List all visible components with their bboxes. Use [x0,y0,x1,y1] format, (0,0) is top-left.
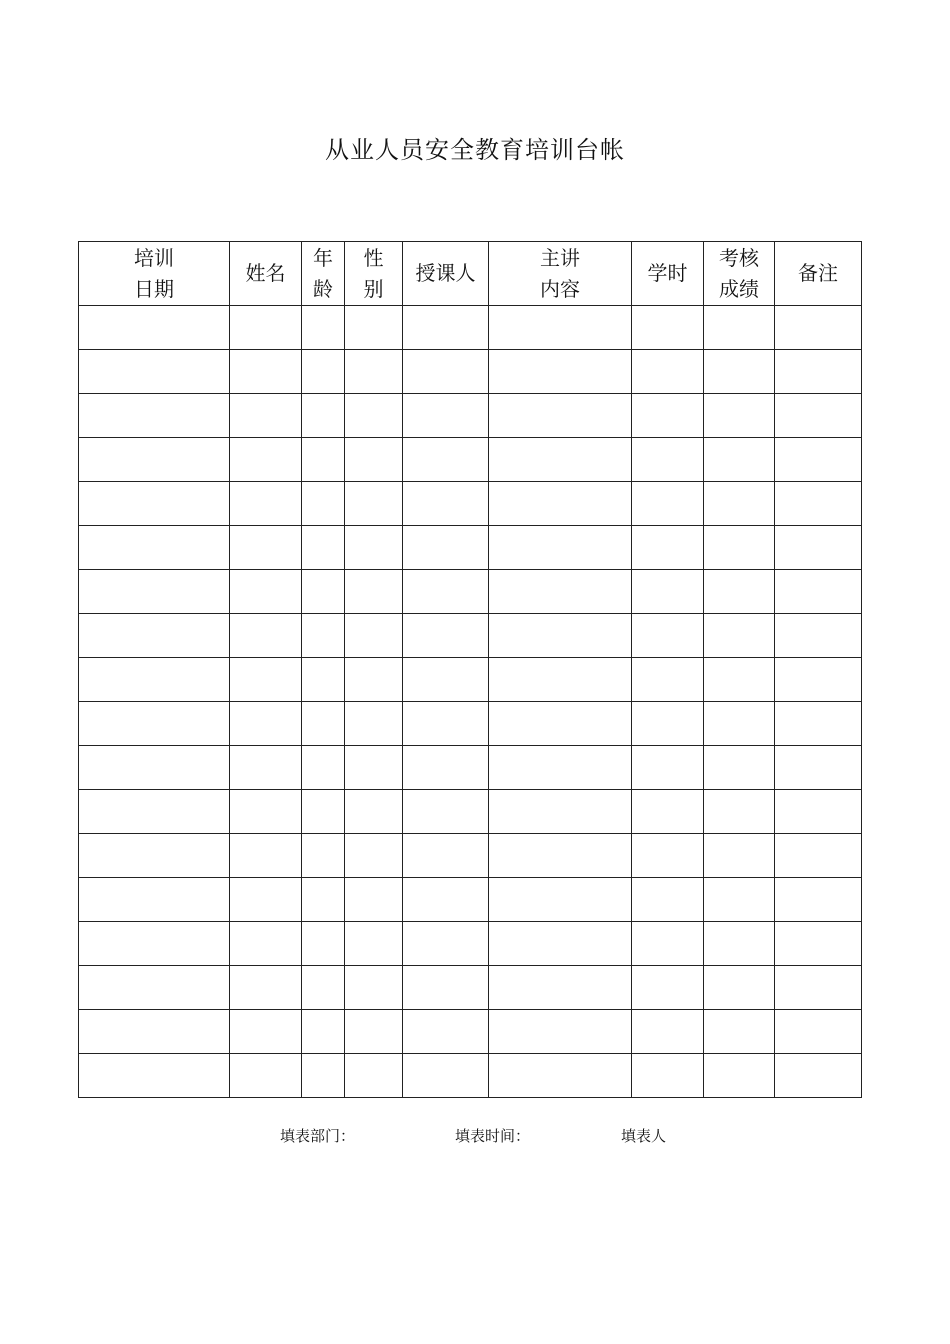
table-cell[interactable] [79,570,230,614]
table-cell[interactable] [489,482,632,526]
table-cell[interactable] [403,526,489,570]
table-cell[interactable] [403,350,489,394]
header-remarks: 备注 [775,242,862,306]
table-cell[interactable] [632,482,704,526]
table-cell[interactable] [79,878,230,922]
table-cell[interactable] [345,702,403,746]
table-cell[interactable] [230,834,302,878]
table-cell[interactable] [403,746,489,790]
table-cell[interactable] [79,966,230,1010]
table-cell[interactable] [302,306,345,350]
table-cell[interactable] [230,746,302,790]
table-cell[interactable] [403,790,489,834]
table-cell[interactable] [345,922,403,966]
table-cell[interactable] [403,702,489,746]
header-age: 年 龄 [302,242,345,306]
fill-department-label: 填表部门： [280,1127,356,1145]
table-cell[interactable] [775,614,862,658]
table-cell[interactable] [230,438,302,482]
table-cell[interactable] [79,790,230,834]
table-cell[interactable] [775,570,862,614]
table-cell[interactable] [403,878,489,922]
table-cell[interactable] [632,1010,704,1054]
fill-person-label: 填表人 [621,1127,667,1145]
table-cell[interactable] [79,834,230,878]
table-cell[interactable] [230,526,302,570]
table-cell[interactable] [345,438,403,482]
header-main-content: 主讲 内容 [489,242,632,306]
table-cell[interactable] [489,746,632,790]
header-hours: 学时 [632,242,704,306]
table-cell[interactable] [632,438,704,482]
table-cell[interactable] [704,658,775,702]
table-cell[interactable] [302,350,345,394]
table-cell[interactable] [302,1010,345,1054]
header-gender: 性 别 [345,242,403,306]
table-cell[interactable] [489,922,632,966]
table-cell[interactable] [230,482,302,526]
table-cell[interactable] [345,878,403,922]
table-cell[interactable] [489,306,632,350]
table-cell[interactable] [632,658,704,702]
table-cell[interactable] [632,746,704,790]
table-cell[interactable] [302,482,345,526]
table-cell[interactable] [230,922,302,966]
table-row [79,966,862,1010]
table-cell[interactable] [230,702,302,746]
table-cell[interactable] [79,658,230,702]
table-row [79,878,862,922]
table-cell[interactable] [704,1054,775,1098]
table-cell[interactable] [489,394,632,438]
table-cell[interactable] [230,1010,302,1054]
table-cell[interactable] [489,1010,632,1054]
table-cell[interactable] [403,966,489,1010]
table-cell[interactable] [775,394,862,438]
table-cell[interactable] [489,834,632,878]
table-cell[interactable] [704,526,775,570]
table-cell[interactable] [230,790,302,834]
table-cell[interactable] [403,614,489,658]
table-cell[interactable] [302,746,345,790]
table-cell[interactable] [632,702,704,746]
table-cell[interactable] [632,350,704,394]
table-cell[interactable] [345,306,403,350]
table-cell[interactable] [775,878,862,922]
table-cell[interactable] [489,614,632,658]
table-row [79,394,862,438]
table-cell[interactable] [704,966,775,1010]
table-header-row [79,242,862,306]
table-row [79,614,862,658]
table-cell[interactable] [704,1010,775,1054]
table-cell[interactable] [79,746,230,790]
table-cell[interactable] [775,306,862,350]
table-row [79,790,862,834]
table-cell[interactable] [345,790,403,834]
table-cell[interactable] [704,614,775,658]
table-cell[interactable] [704,702,775,746]
table-cell[interactable] [632,570,704,614]
table-cell[interactable] [345,614,403,658]
table-cell[interactable] [632,878,704,922]
table-row [79,922,862,966]
table-cell[interactable] [302,658,345,702]
table-cell[interactable] [632,614,704,658]
table-cell[interactable] [403,922,489,966]
table-cell[interactable] [403,438,489,482]
table-cell[interactable] [403,306,489,350]
table-cell[interactable] [345,658,403,702]
table-cell[interactable] [489,1054,632,1098]
table-row [79,658,862,702]
table-row [79,306,862,350]
table-cell[interactable] [403,570,489,614]
table-cell[interactable] [302,438,345,482]
table-cell[interactable] [489,790,632,834]
table-row [79,702,862,746]
table-cell[interactable] [775,526,862,570]
table-cell[interactable] [632,306,704,350]
table-cell[interactable] [403,482,489,526]
table-cell[interactable] [403,834,489,878]
table-cell[interactable] [403,1054,489,1098]
table-cell[interactable] [345,746,403,790]
table-cell[interactable] [302,394,345,438]
table-cell[interactable] [302,922,345,966]
table-cell[interactable] [345,350,403,394]
table-cell[interactable] [79,702,230,746]
table-cell[interactable] [704,834,775,878]
table-cell[interactable] [775,350,862,394]
table-body [79,306,862,1098]
table-cell[interactable] [704,306,775,350]
table-cell[interactable] [632,1054,704,1098]
table-cell[interactable] [489,570,632,614]
table-cell[interactable] [345,570,403,614]
table-cell[interactable] [79,350,230,394]
table-cell[interactable] [704,746,775,790]
table-cell[interactable] [632,966,704,1010]
table-cell[interactable] [775,746,862,790]
table-cell[interactable] [302,614,345,658]
page-title: 从业人员安全教育培训台帐 [325,136,625,164]
table-cell[interactable] [775,922,862,966]
table-row [79,350,862,394]
table-cell[interactable] [775,1010,862,1054]
table-cell[interactable] [704,922,775,966]
table-row [79,1054,862,1098]
table-cell[interactable] [230,966,302,1010]
table-cell[interactable] [230,878,302,922]
table-cell[interactable] [704,394,775,438]
table-cell[interactable] [345,482,403,526]
table-cell[interactable] [302,570,345,614]
header-name: 姓名 [230,242,302,306]
table-cell[interactable] [302,790,345,834]
table-row [79,1010,862,1054]
table-cell[interactable] [345,966,403,1010]
table-cell[interactable] [489,702,632,746]
form-footer [0,1124,950,1148]
table-cell[interactable] [489,350,632,394]
table-cell[interactable] [302,966,345,1010]
table-cell[interactable] [403,658,489,702]
table-cell[interactable] [775,482,862,526]
table-cell[interactable] [775,790,862,834]
table-cell[interactable] [403,394,489,438]
table-cell[interactable] [302,834,345,878]
training-ledger-table [78,241,862,1098]
table-cell[interactable] [345,526,403,570]
table-cell[interactable] [489,966,632,1010]
table-cell[interactable] [230,1054,302,1098]
table-row [79,526,862,570]
fill-time-label: 填表时间： [455,1127,531,1145]
table-cell[interactable] [302,878,345,922]
table-cell[interactable] [345,394,403,438]
table-cell[interactable] [302,526,345,570]
table-cell[interactable] [345,834,403,878]
table-cell[interactable] [79,1054,230,1098]
table-cell[interactable] [632,834,704,878]
table-cell[interactable] [230,306,302,350]
table-cell[interactable] [775,966,862,1010]
table-cell[interactable] [230,394,302,438]
table-cell[interactable] [403,1010,489,1054]
table-cell[interactable] [79,482,230,526]
table-row [79,834,862,878]
table-cell[interactable] [79,1010,230,1054]
header-training-date: 培训 日期 [79,242,230,306]
table-cell[interactable] [632,922,704,966]
table-cell[interactable] [79,526,230,570]
table-cell[interactable] [302,1054,345,1098]
table-row [79,746,862,790]
table-cell[interactable] [302,702,345,746]
table-cell[interactable] [79,614,230,658]
table-cell[interactable] [632,790,704,834]
table-cell[interactable] [489,438,632,482]
table-cell[interactable] [704,482,775,526]
table-row [79,482,862,526]
table-cell[interactable] [489,878,632,922]
table-cell[interactable] [632,394,704,438]
table-cell[interactable] [632,526,704,570]
table-cell[interactable] [489,658,632,702]
table-cell[interactable] [230,350,302,394]
table-row [79,438,862,482]
table-cell[interactable] [345,1054,403,1098]
table-cell[interactable] [775,834,862,878]
header-assessment-score: 考核 成绩 [704,242,775,306]
table-cell[interactable] [79,438,230,482]
table-cell[interactable] [775,438,862,482]
table-cell[interactable] [230,658,302,702]
table-cell[interactable] [79,922,230,966]
table-cell[interactable] [489,526,632,570]
table-row [79,570,862,614]
table-cell[interactable] [704,790,775,834]
table-cell[interactable] [775,1054,862,1098]
table-cell[interactable] [704,570,775,614]
table-cell[interactable] [345,1010,403,1054]
header-instructor: 授课人 [403,242,489,306]
table-cell[interactable] [775,702,862,746]
table-cell[interactable] [704,350,775,394]
table-cell[interactable] [230,570,302,614]
table-cell[interactable] [704,438,775,482]
table-cell[interactable] [79,306,230,350]
table-cell[interactable] [79,394,230,438]
table-cell[interactable] [775,658,862,702]
table-cell[interactable] [704,878,775,922]
table-cell[interactable] [230,614,302,658]
